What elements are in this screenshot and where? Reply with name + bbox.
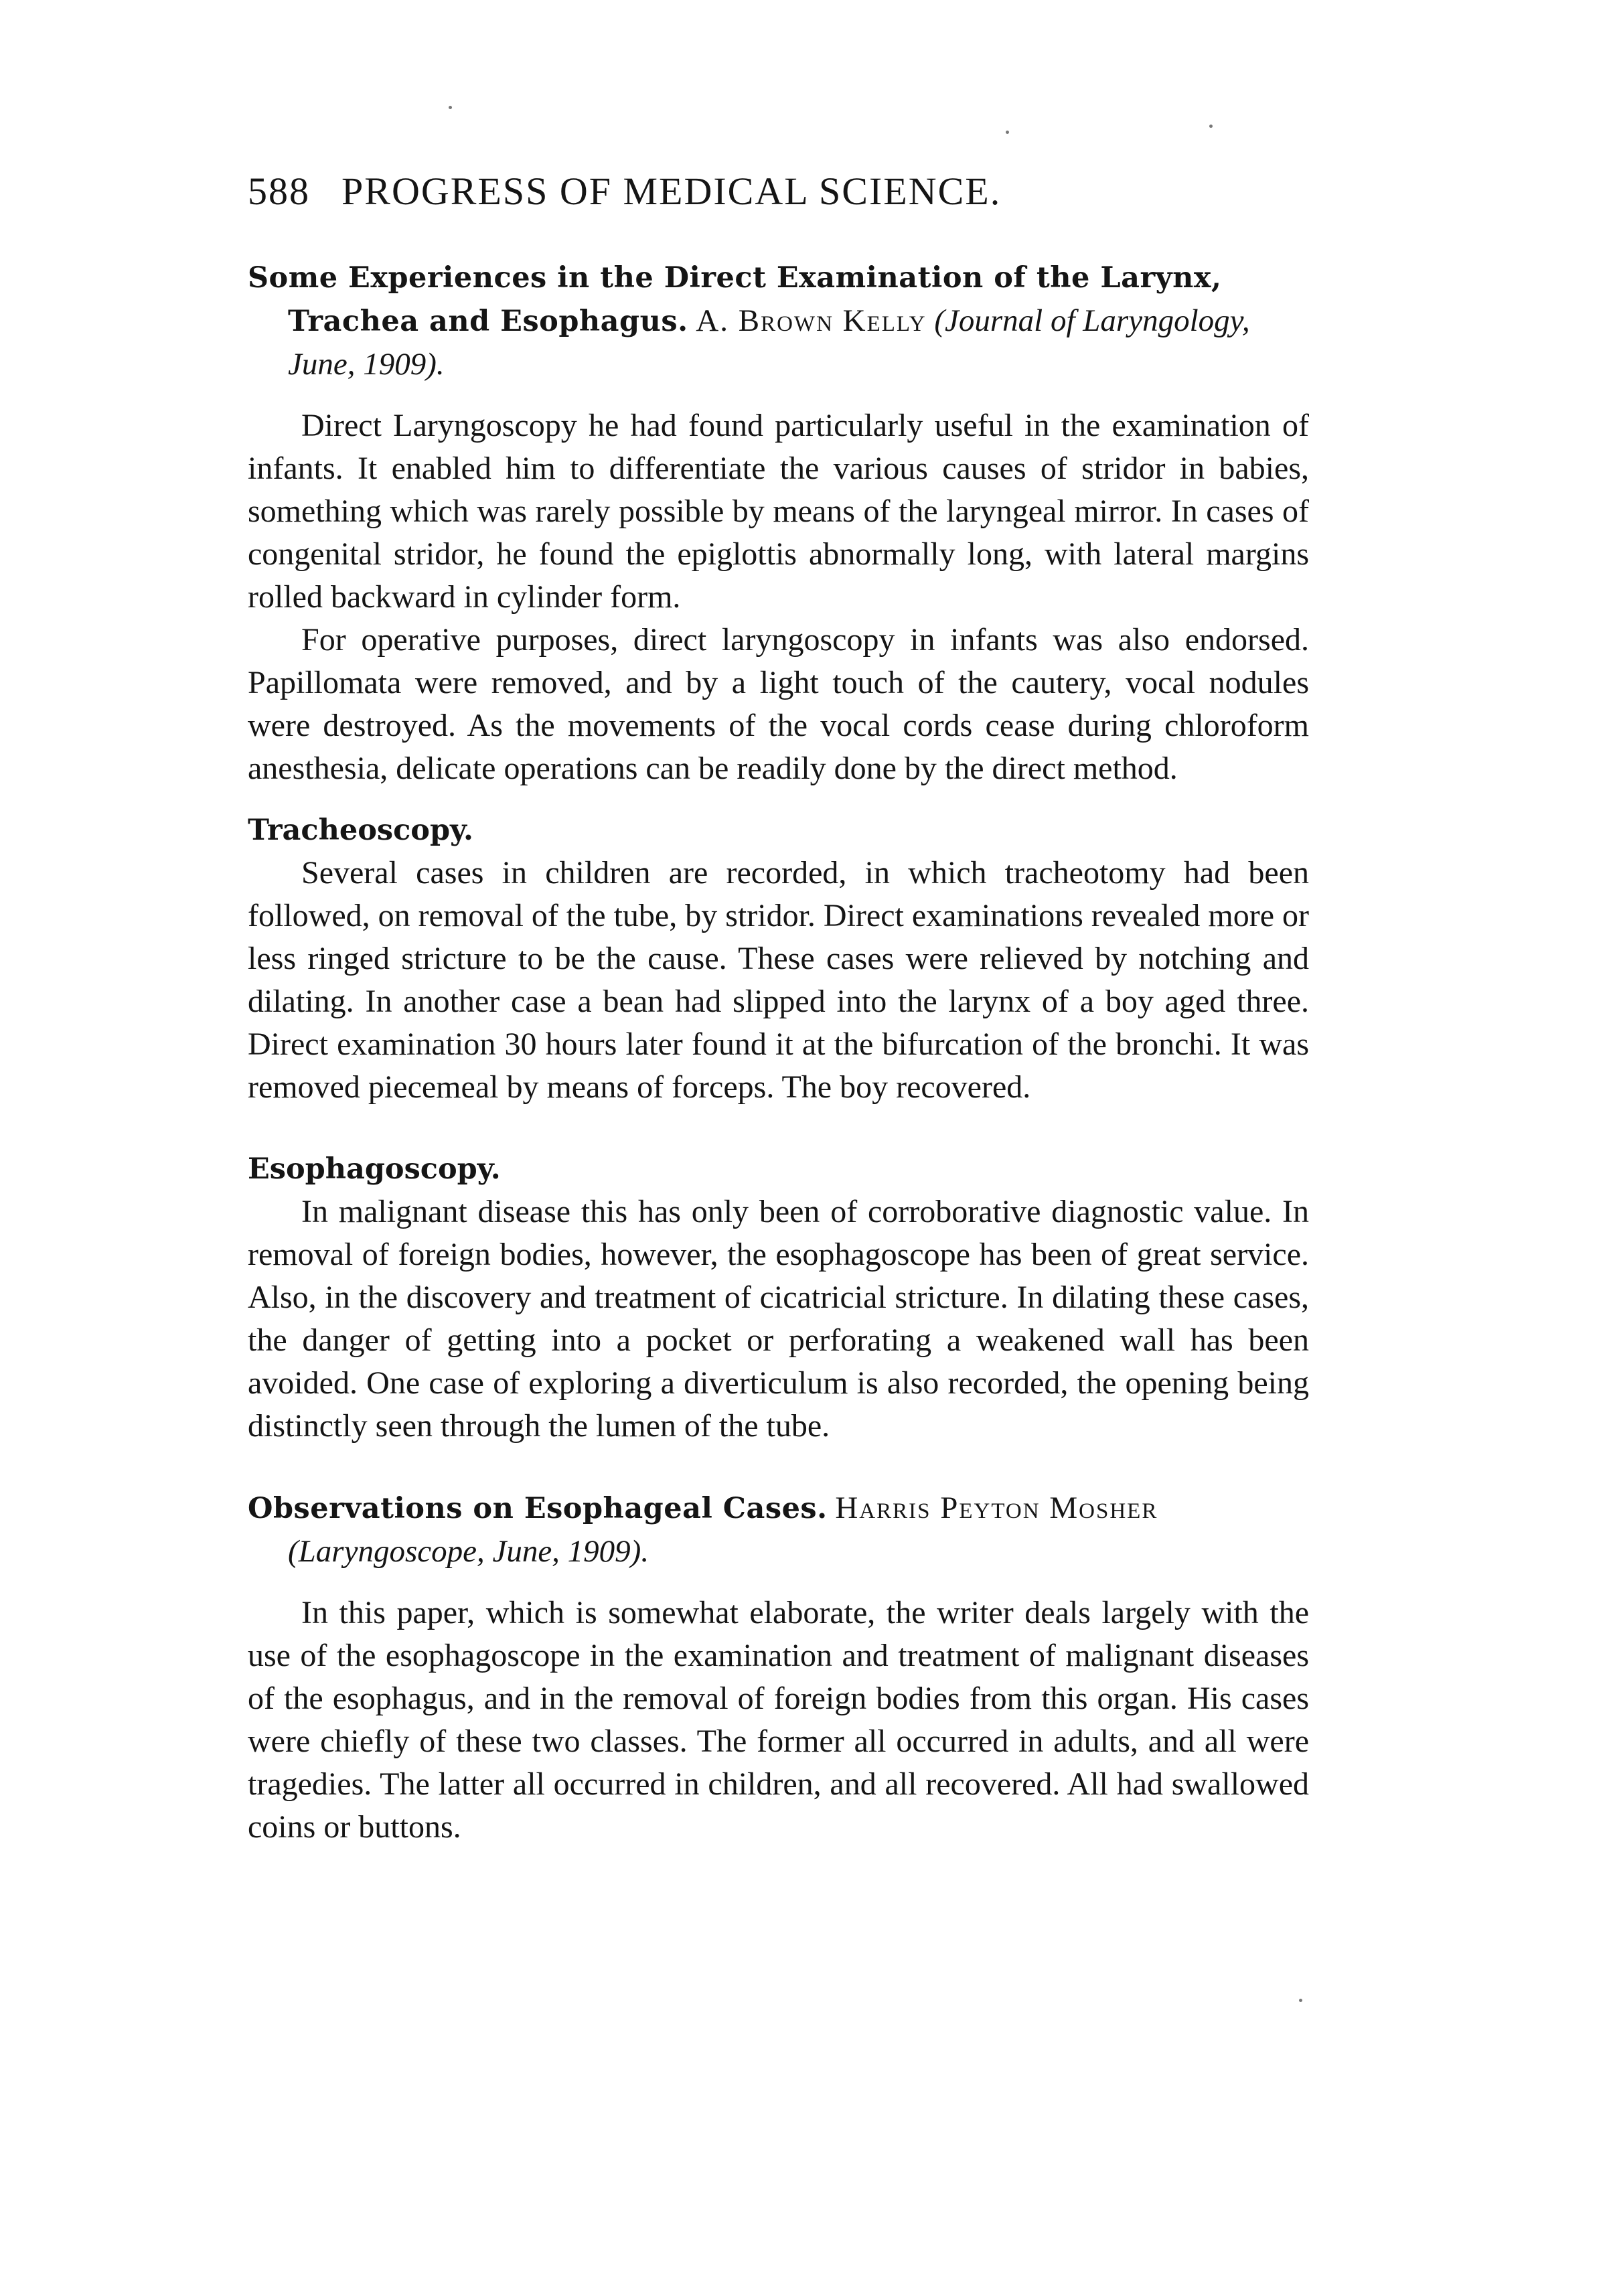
speck — [1006, 131, 1009, 134]
section-heading-esophagoscopy: Esophagoscopy. — [248, 1152, 501, 1186]
running-title: PROGRESS OF MEDICAL SCIENCE. — [341, 169, 1002, 213]
paragraph-tracheoscopy: Several cases in children are recorded, in which tracheotomy had been followed, on removal of the tube, by stridor. Direct examinations revealed more or less ringed stricture to be the cause. These cases were relieved by notching and dilating. In another case a bean had slipped into the larynx of a boy aged three. Direct examination 30 hours later found it at the bifurcation of the bronchi. It was removed piecemeal by means of forceps. The boy recovered. — [248, 855, 1309, 1105]
page-content — [248, 256, 1309, 1849]
book-page — [248, 0, 1309, 2296]
running-head — [248, 169, 1309, 214]
speck — [449, 106, 452, 109]
section-heading-tracheoscopy: Tracheoscopy. — [248, 814, 474, 847]
article-author: Harris Peyton Mosher — [835, 1490, 1158, 1525]
speck — [1299, 1999, 1302, 2002]
article-title: Some Experiences in the Direct Examination of the Larynx, Trachea and Esophagus. — [248, 261, 1222, 338]
paragraph-operative-purposes: For operative purposes, direct laryngoscopy in infants was also endorsed. Papillomata were removed, and by a light touch of the cautery, vocal nodules were destroyed. As the movements of the vocal cords cease during chloroform anesthesia, delicate operations can be readily done by the direct method. — [248, 622, 1309, 786]
article-heading-mosher — [248, 1486, 1309, 1573]
article-heading-kelly — [248, 256, 1309, 386]
speck — [1209, 125, 1213, 128]
article-title: Observations on Esophageal Cases. — [248, 1492, 828, 1525]
article-journal: (Journal of Laryngology, June, 1909). — [288, 303, 1250, 382]
paragraph-mosher-summary: In this paper, which is somewhat elaborate, the writer deals largely with the use of the esophagoscope in the examination and treatment of malignant diseases of the esophagus, and in the removal of foreign bodies from this organ. His cases were chiefly of these two classes. The former all occurred in adults, and all were tragedies. The latter all occurred in children, and all recovered. All had swallowed coins or buttons. — [248, 1595, 1309, 1845]
paragraph-esophagoscopy: In malignant disease this has only been of corroborative diagnostic value. In removal of foreign bodies, however, the esophagoscope has been of great service. Also, in the discovery and treatment of cicatricial stricture. In dilating these cases, the danger of getting into a pocket or perforating a weakened wall has been avoided. One case of exploring a diverticulum is also recorded, the opening being distinctly seen through the lumen of the tube. — [248, 1194, 1309, 1444]
article-author: A. Brown Kelly — [696, 303, 927, 338]
paragraph-direct-laryngoscopy: Direct Laryngoscopy he had found particularly useful in the examination of infants. It enabled him to differentiate the various causes of stridor in babies, something which was rarely possible by means of the laryngeal mirror. In cases of congenital stridor, he found the epiglottis abnormally long, with lateral margins rolled backward in cylinder form. — [248, 408, 1309, 615]
article-journal: (Laryngoscope, June, 1909). — [288, 1534, 649, 1569]
page-number: 588 — [248, 169, 310, 213]
